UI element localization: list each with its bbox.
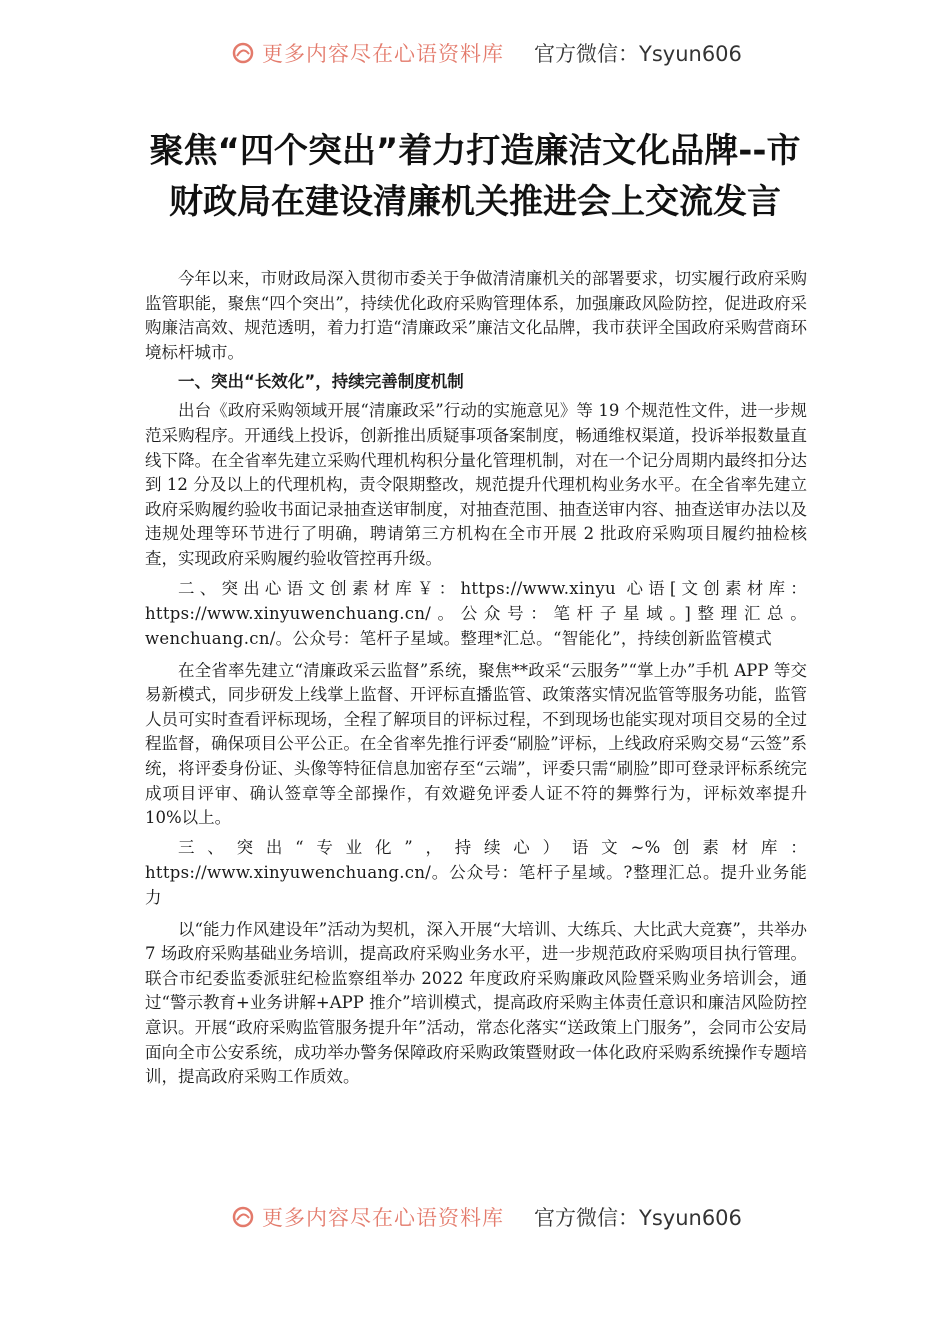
section-3-heading: 三、突出“专业化”，持续心）语文~%创素材库：https://www.xinyuwenchuang.cn/。公众号：笔杆子星域。?整理汇总。提升业务能力 [145, 837, 807, 907]
document-body [145, 267, 807, 1094]
watermark-logo-icon [232, 1206, 254, 1228]
section-3-paragraph: 以“能力作风建设年”活动为契机，深入开展“大培训、大练兵、大比武大竞赛”，共举办 7 场政府采购基础业务培训，提高政府采购业务水平，进一步规范政府采购项目执行管理。联合市纪委监委派驻纪检监察组举办 2022 年度政府采购廉政风险暨采购业务培训会，通过“警示教育+业务讲解+APP 推介”培训模式，提高政府采购主体责任意识和廉洁风险防控意识。开展“政府采购监管服务提升年”活动，常态化落实“送政策上门服务”，会同市公安局面向全市公安系统，成功举办警务保障政府采购政策暨财政一体化政府采购系统操作专题培训，提高政府采购工作质效。 [145, 919, 807, 1087]
watermark-text: 更多内容尽在心语资料库 [262, 1206, 504, 1230]
section-1-heading: 一、突出“长效化”，持续完善制度机制 [178, 372, 464, 392]
watermark-logo-icon [232, 42, 254, 64]
watermark-contact: 官方微信：Ysyun606 [534, 1206, 742, 1230]
intro-paragraph: 今年以来，市财政局深入贯彻市委关于争做清清廉机关的部署要求，切实履行政府采购监管职能，聚焦“四个突出”，持续优化政府采购管理体系，加强廉政风险防控，促进政府采购廉洁高效、规范透明，着力打造“清廉政采”廉洁文化品牌，我市获评全国政府采购营商环境标杆城市。 [145, 269, 807, 362]
section-2-heading: 二、突出心语文创素材库￥：https://www.xinyu 心语[文创素材库：https://www.xinyuwenchuang.cn/。公众号：笔杆子星域。]整理汇总。wenchuang.cn/。公众号：笔杆子星域。整理*汇总。“智能化”，持续创新监管模式 [145, 578, 807, 648]
section-2-paragraph: 在全省率先建立“清廉政采云监督”系统，聚焦**政采“云服务”“掌上办”手机 APP 等交易新模式，同步研发上线掌上监督、开评标直播监管、政策落实情况监管等服务功能，监管人员可实时查看评标现场，全程了解项目的评标过程，不到现场也能实现对项目交易的全过程监督，确保项目公平公正。在全省率先推行评委“刷脸”评标，上线政府采购交易“云签”系统，将评委身份证、头像等特征信息加密存至“云端”，评委只需“刷脸”即可登录评标系统完成项目评审、确认签章等全部操作，有效避免评委人证不符的舞弊行为，评标效率提升 10%以上。 [145, 660, 807, 828]
watermark-text: 更多内容尽在心语资料库 [262, 42, 504, 66]
section-1-paragraph: 出台《政府采购领域开展“清廉政采”行动的实施意见》等 19 个规范性文件，进一步规范采购程序。开通线上投诉，创新推出质疑事项备案制度，畅通维权渠道，投诉举报数量直线下降。在全省率先建立采购代理机构积分量化管理机制，对在一个记分周期内最终扣分达到 12 分及以上的代理机构，责令限期整改，规范提升代理机构业务水平。在全省率先建立政府采购履约验收书面记录抽查送审制度，对抽查范围、抽查送审内容、抽查送审办法以及违规处理等环节进行了明确，聘请第三方机构在全市开展 2 批政府采购项目履约抽检核查，实现政府采购履约验收管控再升级。 [145, 401, 807, 568]
watermark-footer [232, 1206, 742, 1238]
watermark-contact: 官方微信：Ysyun606 [534, 42, 742, 66]
document-title: 聚焦“四个突出”着力打造廉洁文化品牌--市财政局在建设清廉机关推进会上交流发言 [149, 131, 801, 222]
watermark-header [232, 42, 742, 74]
